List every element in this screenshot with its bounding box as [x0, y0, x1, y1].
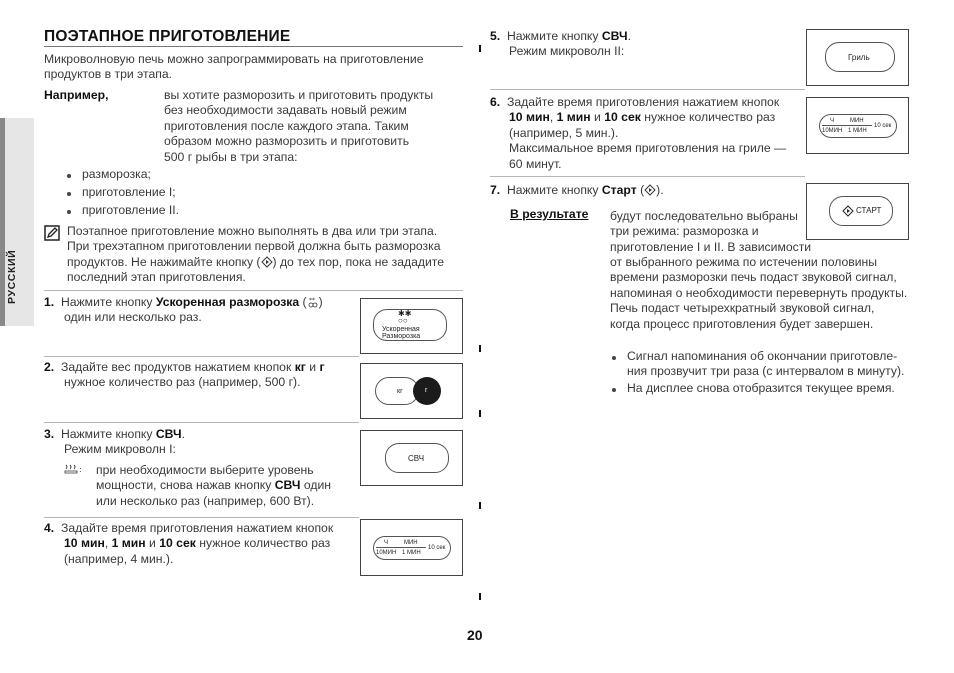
- divider: [44, 517, 359, 518]
- time-divider: [376, 547, 426, 548]
- note-text: [67, 224, 444, 286]
- example-line: образом можно разморозить и приготовить: [164, 134, 410, 149]
- microwave-power-icon: [63, 463, 83, 475]
- page-number: 20: [467, 627, 483, 643]
- intro-line: продуктов в три этапа.: [44, 67, 172, 82]
- language-tab: [0, 118, 34, 326]
- tip-item: Сигнал напоминания об окончании приготовле- ния прозвучит три раза (с интервалом в минуту).: [627, 349, 905, 379]
- note-line: При трехэтапном приготовлении первой должна быть разморозка: [67, 239, 441, 254]
- defrost-snowflake-icon: ✱✱: [398, 309, 412, 318]
- microwave-button[interactable]: СВЧ: [385, 443, 449, 473]
- result-line: приготовление I и II. В зависимости: [610, 239, 812, 254]
- step-2: 2. Задайте вес продуктов нажатием кнопок кг и г нужное количество раз (например, 500 г).: [44, 360, 325, 390]
- bullet: [612, 388, 616, 392]
- divider: [490, 176, 805, 177]
- note-line: Поэтапное приготовление можно выполнять в два или три этапа.: [67, 224, 438, 238]
- step-6: 6. Задайте время приготовления нажатием кнопок 10 мин, 1 мин и 10 сек нужное количество раз (например, 5 мин.). Максимальное время приготовления на гриле — 60 минут.: [490, 95, 787, 171]
- result-line: когда процесс приготовления будет завершен.: [610, 316, 874, 331]
- column-marker: [479, 410, 481, 417]
- stage-item: приготовление I;: [82, 185, 176, 199]
- column-marker: [479, 502, 481, 509]
- bullet: [67, 210, 71, 214]
- tip-item: На дисплее снова отобразится текущее время.: [627, 381, 895, 395]
- step-7: 7. Нажмите кнопку Старт ( ).: [490, 183, 664, 197]
- result-long-text: [610, 255, 907, 332]
- microwave-panel: [360, 430, 463, 486]
- defrost-drops-icon: ○○: [398, 316, 408, 325]
- time-buttons[interactable]: Ч МИН 10МИН 1 МИН 10 сек: [373, 536, 451, 560]
- result-line: Печь подаст четырехкратный звуковой сигнал,: [610, 301, 875, 316]
- intro-text: [44, 52, 423, 83]
- time-panel-2: [806, 97, 909, 154]
- stage-item: приготовление II.: [82, 203, 180, 217]
- kg-button[interactable]: кг: [375, 377, 419, 405]
- note-line: последний этап приготовления.: [67, 270, 246, 285]
- time-divider: [822, 125, 872, 126]
- defrost-button[interactable]: ✱✱ ○○ Ускоренная Разморозка: [373, 309, 447, 341]
- time-buttons[interactable]: Ч МИН 10МИН 1 МИН 10 сек: [819, 114, 897, 138]
- defrost-icon: [307, 296, 319, 308]
- page-title: ПОЭТАПНОЕ ПРИГОТОВЛЕНИЕ: [44, 28, 291, 45]
- bullet: [67, 174, 71, 178]
- start-diamond-icon: [261, 256, 273, 268]
- title-rule: [44, 46, 463, 47]
- example-line: приготовления после каждого этапа. Таким: [164, 118, 409, 133]
- step-1: 1. Нажмите кнопку Ускоренная разморозка ( ** ) один или несколько раз.: [44, 295, 323, 325]
- column-marker: [479, 593, 481, 600]
- divider: [490, 89, 805, 90]
- grill-panel: [806, 29, 909, 86]
- start-button[interactable]: СТАРТ: [829, 196, 893, 226]
- example-label: Например,: [44, 88, 109, 102]
- defrost-panel: [360, 298, 463, 354]
- result-line: времени разморозки печь подаст звуковой сигнал,: [610, 270, 897, 285]
- example-line: 500 г рыбы в три этапа:: [164, 149, 298, 164]
- svg-text:**: **: [308, 297, 315, 304]
- language-tab-bar: [0, 118, 5, 326]
- result-short-text: [610, 209, 811, 255]
- example-text: [164, 88, 433, 165]
- result-line: будут последовательно выбраны: [610, 209, 798, 223]
- stage-item: разморозка;: [82, 167, 151, 181]
- bullet: [612, 356, 616, 360]
- note-pencil-icon: [44, 225, 60, 241]
- svg-text::: :: [79, 465, 82, 474]
- column-marker: [479, 45, 481, 52]
- divider: [44, 356, 359, 357]
- result-label: В результате: [510, 207, 589, 221]
- start-panel: [806, 183, 909, 240]
- step-3: 3. Нажмите кнопку СВЧ. Режим микроволн I:: [44, 427, 185, 457]
- column-marker: [479, 345, 481, 352]
- example-line: вы хотите разморозить и приготовить продукты: [164, 88, 434, 102]
- step-5: 5. Нажмите кнопку СВЧ. Режим микроволн II:: [490, 29, 631, 59]
- divider: [44, 290, 463, 291]
- result-line: напоминая о необходимости перевернуть продукты.: [610, 285, 908, 300]
- grill-button[interactable]: Гриль: [825, 42, 895, 72]
- start-diamond-icon: [842, 205, 854, 217]
- weight-panel: [360, 363, 463, 419]
- example-line: без необходимости задавать новый режим: [164, 103, 407, 118]
- bullet: [67, 192, 71, 196]
- step-4: 4. Задайте время приготовления нажатием кнопок 10 мин, 1 мин и 10 сек нужное количество раз (например, 4 мин.).: [44, 521, 334, 566]
- result-line: от выбранного режима по истечении половины: [610, 255, 878, 269]
- step-3-subtext: при необходимости выберите уровень мощности, снова нажав кнопку СВЧ один или несколько раз (например, 600 Вт).: [96, 463, 331, 508]
- note-line: продуктов. Не нажимайте кнопку ( ) до тех пор, пока не зададите: [67, 254, 445, 269]
- divider: [44, 422, 359, 423]
- result-line: три режима: разморозка и: [610, 224, 759, 239]
- intro-line: Микроволновую печь можно запрограммировать на приготовление: [44, 52, 424, 66]
- time-panel-1: [360, 519, 463, 576]
- g-button[interactable]: г: [413, 377, 441, 405]
- start-diamond-icon: [644, 184, 656, 196]
- language-tab-label: РУССКИЙ: [6, 249, 18, 304]
